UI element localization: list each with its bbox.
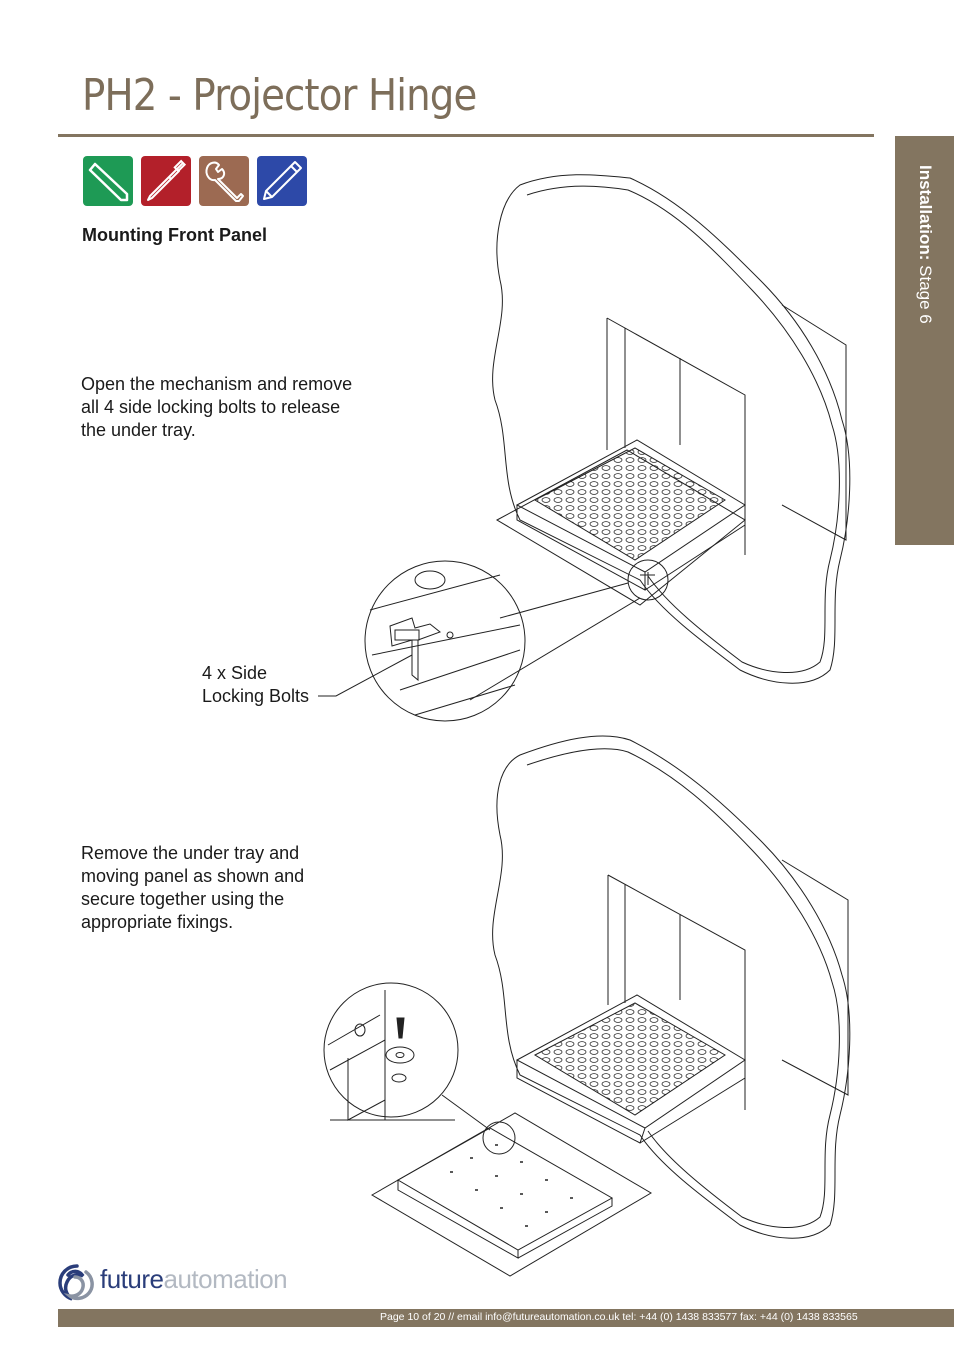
- logo-part2: automation: [163, 1264, 288, 1294]
- step2-line: secure together using the: [81, 889, 285, 909]
- step2-line: appropriate fixings.: [81, 912, 234, 932]
- page-title: PH2 - Projector Hinge: [82, 70, 477, 121]
- step1-line: all 4 side locking bolts to release: [81, 397, 341, 417]
- company-logo-wordmark: [100, 1264, 287, 1295]
- under-tray-illustration: [372, 1113, 651, 1276]
- company-logo-icon: [56, 1262, 98, 1304]
- callout-line: 4 x Side: [202, 663, 268, 683]
- bolt-detail-zoom: [318, 561, 640, 721]
- callout-line: Locking Bolts: [202, 686, 310, 706]
- step2-line: moving panel as shown and: [81, 866, 305, 886]
- footer-contact-text: Page 10 of 20 // email info@futureautomation.co.uk tel: +44 (0) 1438 833577 fax: +44 (0) 1438 833565: [380, 1311, 858, 1323]
- step1-line: the under tray.: [81, 420, 196, 440]
- side-tab-stage: Stage 6: [916, 260, 935, 324]
- step2-line: Remove the under tray and: [81, 843, 300, 863]
- wall-cutout-illustration-2: [493, 736, 850, 1238]
- step1-line: Open the mechanism and remove: [81, 374, 353, 394]
- section-heading: Mounting Front Panel: [82, 225, 267, 245]
- fixing-detail-zoom: [324, 983, 490, 1130]
- logo-part1: future: [100, 1264, 164, 1294]
- side-tab-bold: Installation:: [916, 165, 935, 261]
- wall-cutout-illustration-1: [493, 175, 850, 683]
